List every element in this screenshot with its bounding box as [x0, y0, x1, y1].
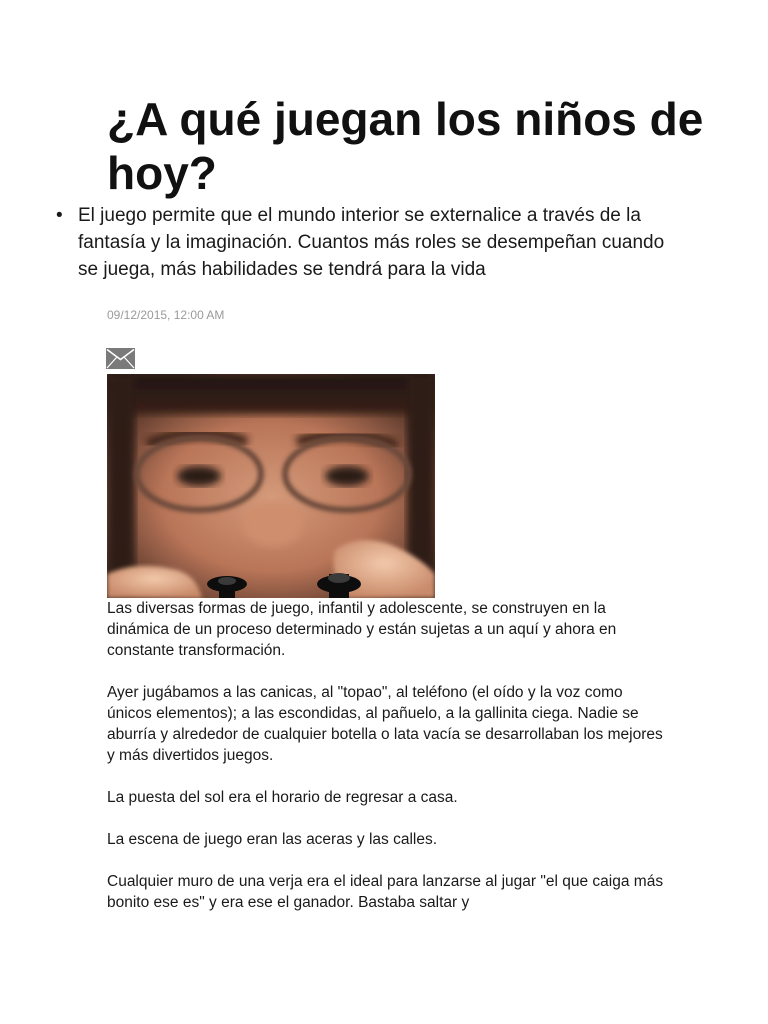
summary-item — [56, 202, 676, 283]
body-paragraph: Las diversas formas de juego, infantil y adolescente, se construyen en la dinámica de un proceso determinado y están sujetas a un aquí y ahora en constante transformación. — [107, 600, 617, 659]
summary-text: El juego permite que el mundo interior se externalice a través de la fantasía y la imaginación. Cuantos más roles se desempeñan cuando se juega, más habilidades se tendrá para la vida — [78, 205, 665, 280]
article-dateline: 09/12/2015, 12:00 AM — [107, 308, 225, 322]
body-paragraph: Ayer jugábamos a las canicas, al "topao", al teléfono (el oído y la voz como únicos elementos); a las escondidas, al pañuelo, a la gallinita ciega. Nadie se aburría y alrededor de cualquier botella o lata vacía se desarrollaban los mejores y más divertidos juegos. — [107, 684, 663, 764]
bullet-icon: • — [56, 205, 63, 226]
body-paragraph: Cualquier muro de una verja era el ideal para lanzarse al jugar "el que caiga más bonito ese es" y era ese el ganador. Bastaba saltar y — [107, 873, 664, 911]
article-photo — [107, 374, 435, 598]
summary-list — [56, 202, 676, 283]
body-paragraph: La escena de juego eran las aceras y las calles. — [107, 831, 438, 848]
mail-envelope-icon[interactable] — [106, 348, 135, 369]
article-title: ¿A qué juegan los niños de hoy? — [107, 93, 704, 199]
article-body — [107, 598, 667, 934]
body-paragraph: La puesta del sol era el horario de regresar a casa. — [107, 789, 458, 806]
